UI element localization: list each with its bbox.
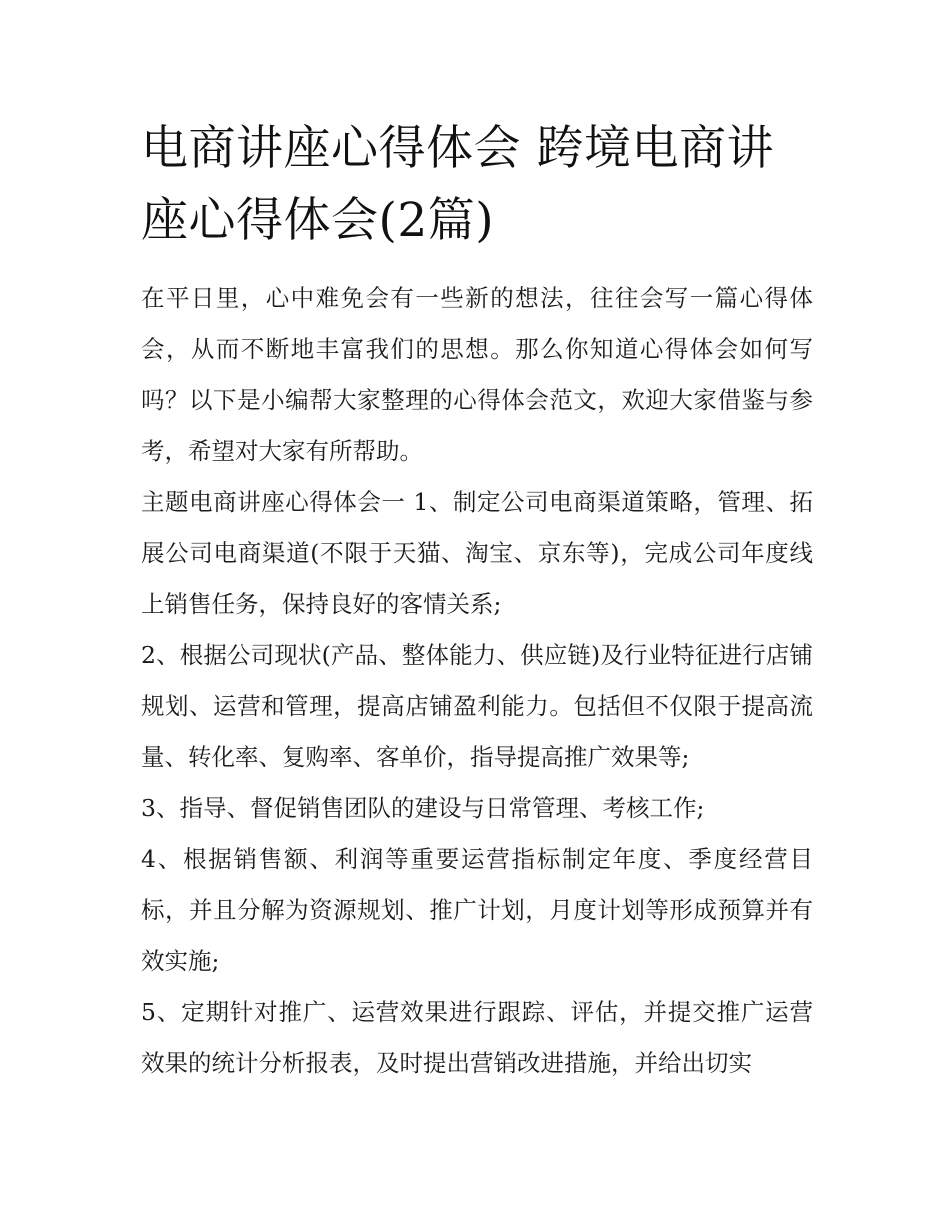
paragraph-item-5: 5、定期针对推广、运营效果进行跟踪、评估，并提交推广运营效果的统计分析报表，及时提出营销改进措施，并给出切实: [141, 998, 813, 1077]
document-body: [141, 113, 813, 1089]
paragraph-item-1: 主题电商讲座心得体会一 1、制定公司电商渠道策略，管理、拓展公司电商渠道(不限于天猫、淘宝、京东等)，完成公司年度线上销售任务，保持良好的客情关系;: [141, 488, 813, 618]
paragraph-item-4: 4、根据销售额、利润等重要运营指标制定年度、季度经营目标，并且分解为资源规划、推广计划，月度计划等形成预算并有效实施;: [141, 845, 813, 975]
paragraph-intro: 在平日里，心中难免会有一些新的想法，往往会写一篇心得体会，从而不断地丰富我们的思想。那么你知道心得体会如何写吗？以下是小编帮大家整理的心得体会范文，欢迎大家借鉴与参考，希望对大家有所帮助。: [141, 284, 813, 465]
paragraph-item-3: 3、指导、督促销售团队的建设与日常管理、考核工作;: [141, 794, 705, 822]
document-title: 电商讲座心得体会 跨境电商讲座心得体会(2篇): [141, 121, 774, 248]
paragraph-item-2: 2、根据公司现状(产品、整体能力、供应链)及行业特征进行店铺规划、运营和管理，提高店铺盈利能力。包括但不仅限于提高流量、转化率、复购率、客单价，指导提高推广效果等;: [141, 641, 813, 771]
